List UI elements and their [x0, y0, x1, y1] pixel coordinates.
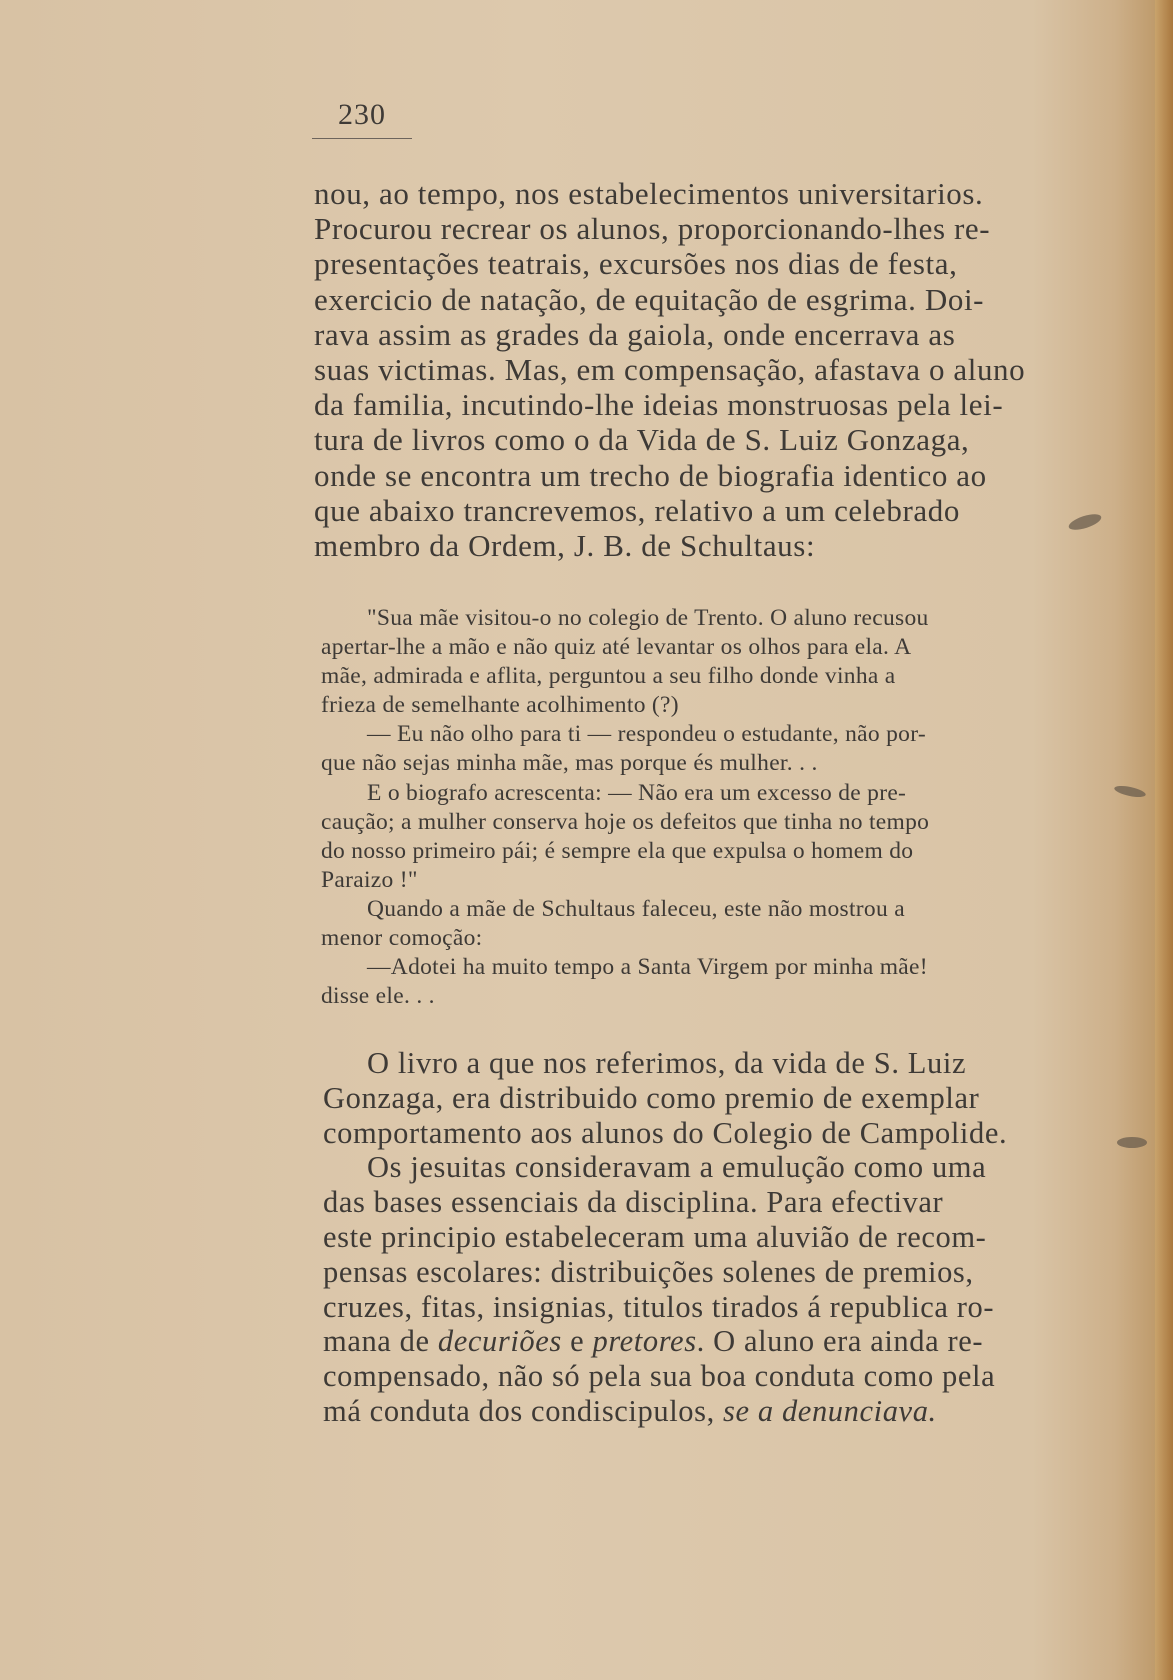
quote-line: menor comoção:: [321, 925, 483, 952]
page-number-rule: [312, 138, 412, 139]
quote-line: —Adotei ha muito tempo a Santa Virgem por minha mãe!: [367, 954, 928, 981]
text-line: suas victimas. Mas, em compensação, afastava o aluno: [314, 352, 1026, 388]
quote-line: apertar-lhe a mão e não quiz até levantar os olhos para ela. A: [321, 634, 912, 661]
text-line: rava assim as grades da gaiola, onde encerrava as: [314, 316, 956, 352]
text-line: O livro a que nos referimos, da vida de S. Luiz: [367, 1046, 967, 1080]
quote-line: E o biografo acrescenta: — Não era um excesso de pre-: [367, 779, 907, 806]
text-line: presentações teatrais, excursões nos dias de festa,: [314, 246, 958, 282]
italic-term: decuriões: [437, 1324, 562, 1359]
text-line: compensado, não só pela sua boa conduta como pela: [323, 1359, 996, 1394]
quote-line: disse ele. . .: [321, 983, 435, 1010]
text-line: exercicio de natação, de equitação de esgrima. Doi-: [314, 281, 985, 317]
quotation-block: [321, 604, 929, 1011]
margin-stain: [1067, 511, 1103, 533]
text-line: das bases essenciais da disciplina. Para efectivar: [323, 1185, 944, 1220]
page-edge: [1155, 0, 1173, 1680]
text-line: este principio estabeleceram uma aluvião de recom-: [323, 1219, 987, 1254]
margin-stain: [1117, 1137, 1147, 1148]
text-line: nou, ao tempo, nos estabelecimentos universitarios.: [314, 176, 984, 211]
quote-line: — Eu não olho para ti — respondeu o estudante, não por-: [367, 721, 926, 748]
text-line: Gonzaga, era distribuido como premio de exemplar: [323, 1080, 980, 1115]
text-line: Os jesuitas consideravam a emulução como uma: [367, 1150, 987, 1185]
italic-phrase: se a denunciava.: [723, 1393, 937, 1428]
page-number: 230: [338, 98, 386, 131]
text-line: [323, 1394, 1007, 1429]
quote-line: caução; a mulher conserva hoje os defeitos que tinha no tempo: [321, 808, 930, 835]
text-run: mana de: [323, 1324, 438, 1359]
quote-line: Quando a mãe de Schultaus faleceu, este não mostrou a: [367, 895, 905, 922]
quote-line: frieza de semelhante acolhimento (?): [321, 692, 679, 719]
text-run: e: [561, 1324, 593, 1359]
text-run: . O aluno era ainda re-: [696, 1324, 984, 1359]
closing-paragraphs: [323, 1046, 1007, 1429]
text-line: [323, 1324, 1007, 1359]
text-line: que abaixo trancrevemos, relativo a um celebrado: [314, 492, 960, 528]
text-line: Procurou recrear os alunos, proporcionando-lhes re-: [314, 211, 991, 247]
quote-line: do nosso primeiro pái; é sempre ela que expulsa o homem do: [321, 837, 914, 864]
quote-line: Paraizo !": [321, 866, 418, 893]
text-line: tura de livros como o da Vida de S. Luiz Gonzaga,: [314, 422, 970, 458]
text-line: pensas escolares: distribuições solenes de premios,: [323, 1254, 974, 1289]
quote-line: "Sua mãe visitou-o no colegio de Trento. O aluno recusou: [367, 605, 929, 631]
text-line: onde se encontra um trecho de biografia identico ao: [314, 457, 987, 493]
text-line: comportamento aos alunos do Colegio de Campolide.: [323, 1115, 1008, 1150]
italic-term: pretores: [592, 1324, 697, 1359]
quote-line: que não sejas minha mãe, mas porque és mulher. . .: [321, 750, 818, 777]
text-line: membro da Ordem, J. B. de Schultaus:: [314, 528, 816, 564]
text-run: má conduta dos condiscipulos,: [323, 1393, 724, 1428]
text-line: cruzes, fitas, insignias, titulos tirados á republica ro-: [323, 1289, 995, 1324]
quote-line: mãe, admirada e aflita, perguntou a seu filho donde vinha a: [321, 663, 896, 690]
text-line: da familia, incutindo-lhe ideias monstruosas pela lei-: [314, 387, 1004, 423]
margin-stain: [1113, 784, 1146, 799]
body-paragraph: [314, 176, 1025, 563]
